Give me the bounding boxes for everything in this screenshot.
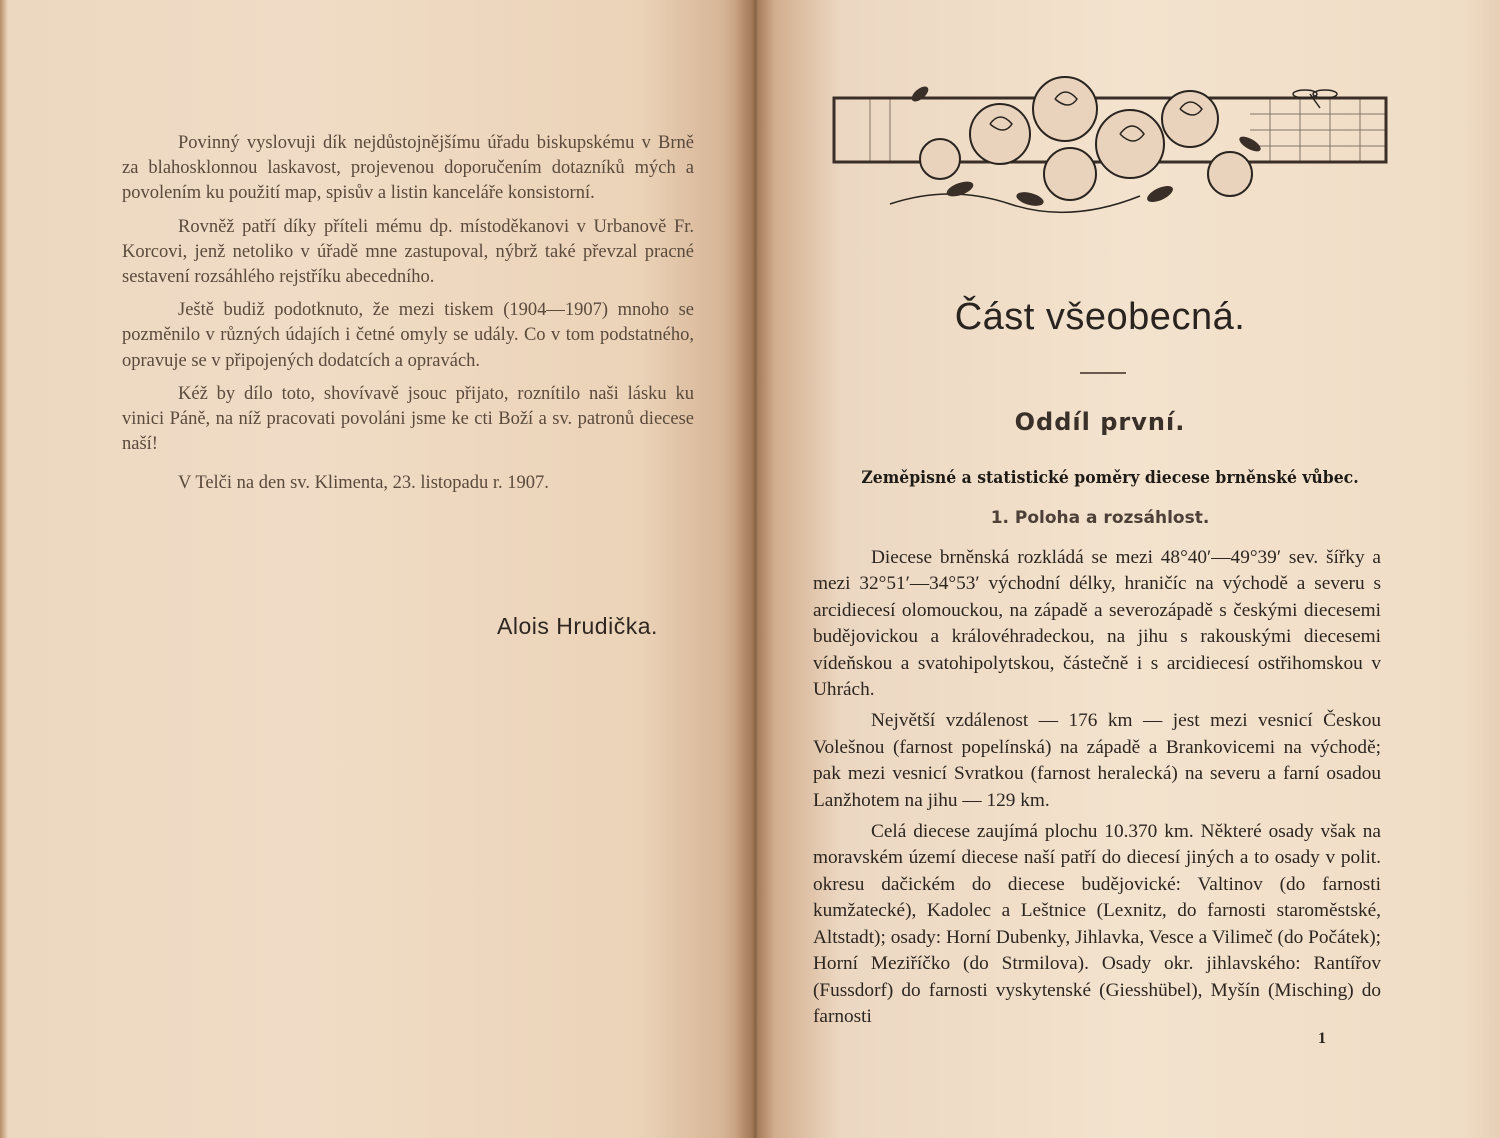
right-page-text [813, 545, 1381, 1035]
page-number: 1 [1318, 1030, 1326, 1047]
left-paragraph: Povinný vyslovuji dík nejdůstojnějšímu úřadu biskupskému v Brně za blahosklonnou laskavost, projevenou doporučením dotazníků mých a povolením ku použití map, spisův a listin kanceláře konsistorní. [122, 133, 694, 204]
floral-ornament-icon [830, 64, 1390, 224]
left-paragraph: Ještě budiž podotknuto, že mezi tiskem (1904—1907) mnoho se pozměnilo v různých údajích i četné omyly se udály. Co v tom podstatného, opravuje se v připojených dodatcích a opravách. [122, 300, 694, 371]
book-gutter [735, 0, 775, 1138]
right-paragraph: Celá diecese zaujímá plochu 10.370 km. Některé osady však na moravském území diecese naší patří do diecesí jiných a to osady v polit. okresu dačickém do diecese budějovické: Valtinov (do farnosti kumžatecké), Kadolec a Leštnice (Lexnitz, do farnosti staroměstské, Altstadt); osady: Horní Dubenky, Jihlavka, Vesce a Vilimeč (do Počátek); Horní Meziříčko (do Strmilova). Osady okr. jihlavského: Rantířov (Fussdorf) do farnosti vyskytenské (Giesshübel), Myšín (Misching) do farnosti [813, 821, 1381, 1027]
section-heading: Oddíl první. [1014, 408, 1186, 436]
part-title: Část všeobecná. [954, 296, 1246, 338]
left-paragraph: Kéž by dílo toto, shovívavě jsouc přijato, roznítilo naši lásku ku vinici Páně, na níž pracovati povoláni jsme ke cti Boží a sv. patronů diecese naší! [122, 383, 694, 455]
title-rule [1080, 372, 1126, 374]
section-subtitle: Zeměpisné a statistické poměry diecese brněnské vůbec. [861, 468, 1359, 488]
right-paragraph: Největší vzdálenost — 176 km — jest mezi vesnicí Českou Volešnou (farnost popelínská) na západě a Brankovicemi na východě; pak mezi vesnicí Svratkou (farnost heralecká) na severu a farní osadou Lanžhotem na jihu — 129 km. [813, 710, 1381, 811]
subsection-heading: 1. Poloha a rozsáhlost. [990, 508, 1210, 528]
page-edge [0, 0, 8, 1138]
left-page-text [122, 131, 694, 505]
left-paragraph: Rovněž patří díky příteli mému dp. místoděkanovi v Urbanově Fr. Korcovi, jenž netoliko v úřadě mne zastupoval, nýbrž také převzal pracné sestavení rozsáhlého rejstříku abecedního. [122, 216, 694, 288]
right-paragraph: Diecese brněnská rozkládá se mezi 48°40′—49°39′ sev. šířky a mezi 32°51′—34°53′ východní délky, hraničíc na východě a severu s arcidiecesí olomouckou, na západě a severozápadě s českými diecesemi budějovickou a královéhradeckou, na jihu s rakouskými diecesemi vídeňskou a svatohipolytskou, částečně i s arcidiecesí ostřihomskou v Uhrách. [813, 547, 1381, 701]
dateline: V Telči na den sv. Klimenta, 23. listopadu r. 1907. [178, 473, 549, 494]
signature: Alois Hrudička. [497, 613, 658, 639]
